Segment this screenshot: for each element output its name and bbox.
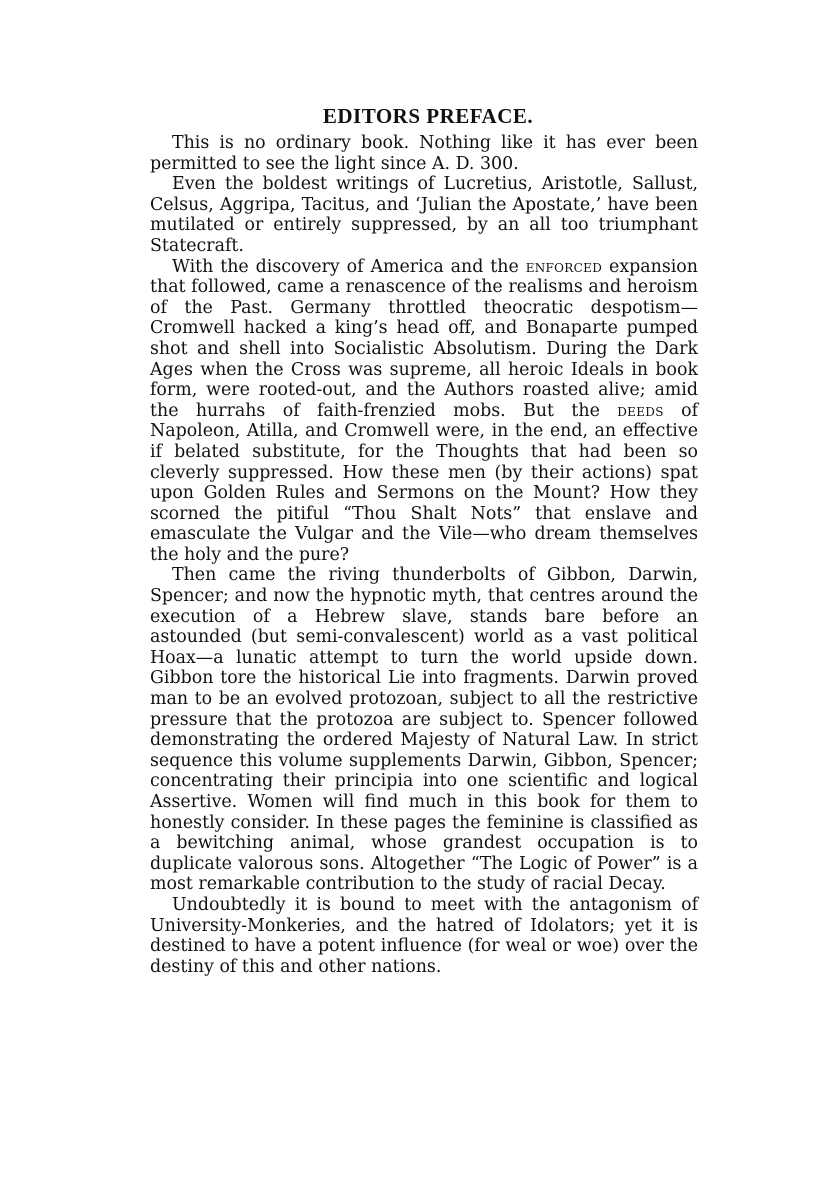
paragraph-text: With the discovery of America and the [172, 256, 526, 277]
preface-title: EDITORS PREFACE. [322, 104, 534, 128]
preface-paragraph-3 [150, 257, 698, 566]
paragraph-text: Undoubtedly it is bound to meet with the antagonism of University-Monkeries, and the hatred of Idolators; yet it is destined to have a potent influence (for weal or woe) over the destiny of this and other nations. [150, 894, 698, 977]
small-caps-word: enforced [525, 256, 603, 277]
preface-paragraph-5 [150, 895, 698, 977]
preface-paragraph-4 [150, 565, 698, 895]
preface-paragraph-1 [150, 133, 698, 174]
paragraph-text: Even the boldest writings of Lucretius, Aristotle, Sallust, Celsus, Aggripa, Tacitus, and ‘Julian the Apostate,’ have been mutilated or entirely suppressed, by an all too triumphant Statecraft. [150, 174, 698, 256]
paragraph-text: Then came the riving thunderbolts of Gibbon, Darwin, Spencer; and now the hypnotic myth, that centres around the execution of a Hebrew slave, stands bare before an astounded (but semi-convalescent) world as a vast political Hoax—a lunatic attempt to turn the world upside down. Gibbon tore the historical Lie into fragments. Darwin proved man to be an evolved protozoan, subject to all the restrictive pressure that the protozoa are subject to. Spencer followed demonstrating the ordered Majesty of Natural Law. In strict sequence this volume supplements Darwin, Gibbon, Spencer; concentrating their principia into one scientific and logical Assertive. Women will find much in this book for them to honestly consider. In these pages the feminine is classified as a bewitching animal, whose grandest occupation is to duplicate valorous sons. Altogether “The Logic of Power” is a most remarkable contribution to the study of racial Decay. [150, 565, 698, 895]
paragraph-text: expansion that followed, came a renascence of the realisms and heroism of the Past. Germany throttled theocratic despotism—Cromwell hacked a king’s head off, and Bonaparte pumped shot and shell into Socialistic Absolutism. During the Dark Ages when the Cross was supreme, all heroic Ideals in book form, were rooted-out, and the Authors roasted alive; amid the hurrahs of faith-frenzied mobs. But the [150, 256, 698, 421]
preface-paragraph-2 [150, 174, 698, 256]
paragraph-text: This is no ordinary book. Nothing like it has ever been permitted to see the light since A. D. 300. [150, 133, 698, 174]
small-caps-word: deeds [617, 400, 664, 421]
preface-page [150, 104, 698, 977]
paragraph-text: of Napoleon, Atilla, and Cromwell were, in the end, an effective if belated substitute, for the Thoughts that had been so cleverly suppressed. How these men (by their actions) spat upon Golden Rules and Sermons on the Mount? How they scorned the pitiful “Thou Shalt Nots” that enslave and emasculate the Vulgar and the Vile—who dream themselves the holy and the pure? [150, 400, 699, 565]
